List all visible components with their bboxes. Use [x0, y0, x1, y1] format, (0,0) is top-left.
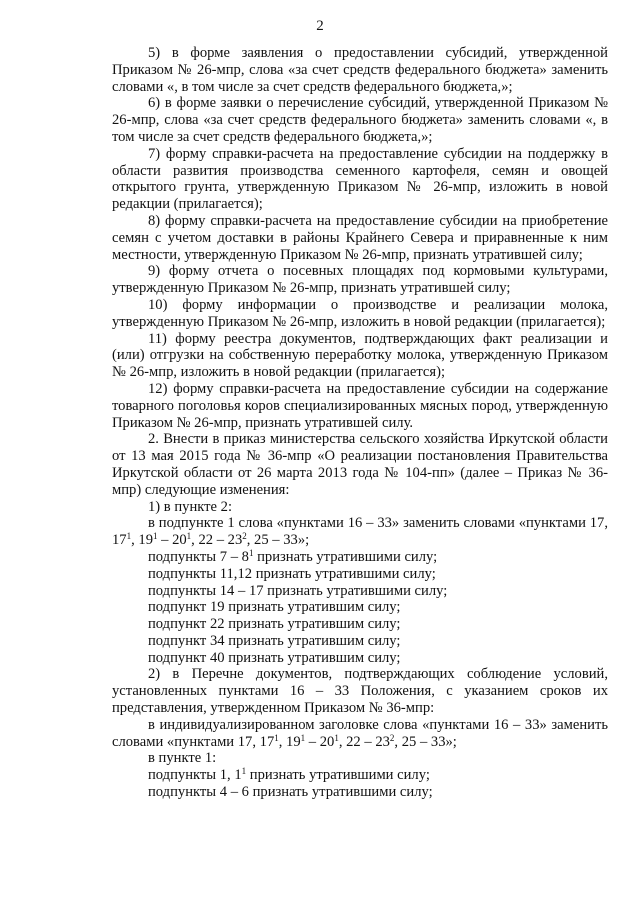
paragraph-subclause-34: подпункт 34 признать утратившим силу; [148, 632, 401, 649]
paragraph-item-5: 5) в форме заявления о предоставлении субсидий, утвержденной Приказом № 26-мпр, слова «за счет средств федерального бюджета» заменить словами «, в том числе за счет средств федерального бюджета,»; [112, 45, 608, 95]
paragraph-clause-2: 2) в Перечне документов, подтверждающих соблюдение условий, установленных пунктами 16 – 33 Положения, с указанием сроков их представления, утвержденном Приказом № 36-мпр: [112, 666, 608, 717]
paragraph-subclause-19: подпункт 19 признать утратившим силу; [148, 599, 401, 616]
paragraph-point-1: в пункте 1: [148, 750, 217, 767]
paragraph-subclauses-14-17: подпункты 14 – 17 признать утратившими силу; [148, 582, 448, 599]
paragraph-item-6: 6) в форме заявки о перечисление субсидий, утвержденной Приказом № 26-мпр, слова «за счет средств федерального бюджета» заменить словами «, в том числе за счет средств федерального бюджета,»; [112, 95, 608, 145]
paragraph-subclauses-4-6: подпункты 4 – 6 признать утратившими силу; [148, 784, 433, 801]
paragraph-item-10: 10) форму информации о производстве и реализации молока, утвержденную Приказом № 26-мпр, изложить в новой редакции (прилагается); [112, 296, 608, 330]
paragraph-section-2: 2. Внести в приказ министерства сельского хозяйства Иркутской области от 13 мая 2015 года № 36-мпр «О реализации постановления Правительства Иркутской области от 26 марта 2013 года № 104-пп» (далее – Приказ № 36-мпр) следующие изменения: [112, 431, 608, 498]
paragraph-subclause-40: подпункт 40 признать утратившим силу; [148, 649, 401, 666]
paragraph-item-8: 8) форму справки-расчета на предоставление субсидии на приобретение семян с учетом доставки в районы Крайнего Севера и приравненные к ним местности, утвержденную Приказом № 26-мпр, признать утратившей силу; [112, 212, 608, 263]
paragraph-item-11: 11) форму реестра документов, подтверждающих факт реализации и (или) отгрузки на собственную переработку молока, утвержденную Приказом № 26-мпр, изложить в новой редакции (прилагается); [112, 330, 608, 381]
paragraph-subclause-22: подпункт 22 признать утратившим силу; [148, 616, 401, 633]
paragraph-subclauses-7-8: подпункты $7 - 8^1$ признать утратившими силу; [148, 547, 438, 565]
paragraph-subclause-1: в подпункте 1 слова «пунктами 16 – 33» заменить словами «пунктами 17, $17^1$, $19^1 - 20^1$, $22 - 23^2$, 25 – 33»; [112, 515, 608, 549]
paragraph-item-9: 9) форму отчета о посевных площадях под кормовыми культурами, утвержденную Приказом № 26-мпр, признать утратившей силу; [112, 263, 608, 297]
paragraph-header-change: в индивидуализированном заголовке слова «пунктами 16 – 33» заменить словами «пунктами 17, $17^1$, $19^1 - 20^1$, $22 - 23^2$, 25 – 33»; [112, 716, 608, 750]
document-body [112, 45, 608, 801]
paragraph-item-12: 12) форму справки-расчета на предоставление субсидии на содержание товарного поголовья коров специализированных мясных пород, утвержденную Приказом № 26-мпр, признать утратившей силу. [112, 380, 608, 431]
paragraph-item-7: 7) форму справки-расчета на предоставление субсидии на поддержку в области развития производства семенного картофеля, семян и овощей открытого грунта, утвержденную Приказом № 26-мпр, изложить в новой редакции (прилагается); [112, 145, 608, 213]
paragraph-subclauses-1-1-1: подпункты 1, $1^1$ признать утратившими силу; [148, 766, 430, 784]
paragraph-clause-1: 1) в пункте 2: [148, 498, 233, 515]
paragraph-subclauses-11-12: подпункты 11,12 признать утратившими силу; [148, 565, 436, 582]
page-number: 2 [316, 18, 324, 34]
